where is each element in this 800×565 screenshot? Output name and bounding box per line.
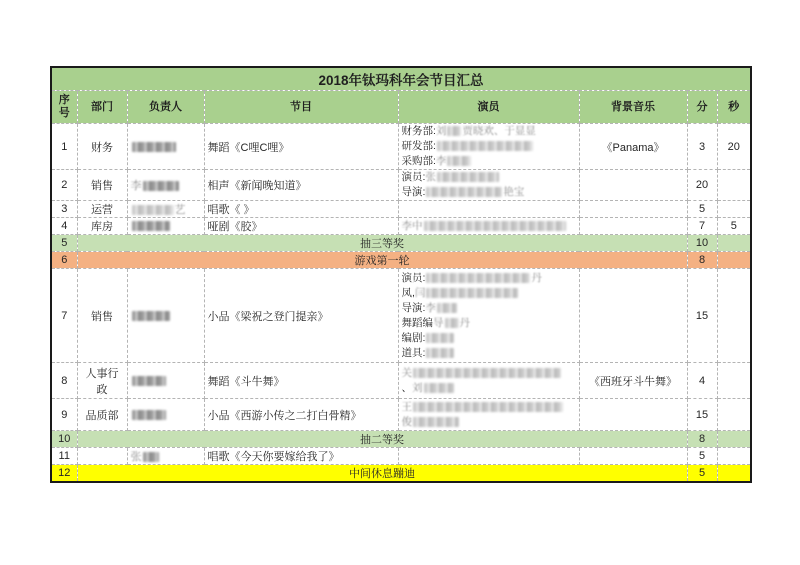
redacted-text (437, 172, 499, 182)
cell-no: 11 (51, 448, 77, 465)
cell-program: 哑剧《胶》 (204, 218, 398, 235)
cell-actors (398, 363, 579, 399)
cell-program: 舞蹈《斗牛舞》 (204, 363, 398, 399)
actor-label: 采购部: (401, 155, 436, 167)
actor-label: 道具: (401, 346, 426, 359)
cell-music (579, 170, 687, 201)
cell-actors (398, 201, 579, 218)
cell-dept: 销售 (77, 269, 127, 363)
cell-program: 唱歌《今天你要嫁给我了》 (204, 448, 398, 465)
redacted-text (143, 181, 179, 191)
cell-no: 5 (51, 235, 77, 252)
redacted-text (132, 376, 166, 386)
cell-sec (717, 170, 751, 201)
redacted-text (132, 221, 170, 231)
cell-sec (717, 252, 751, 269)
blurred-text: 张 (425, 171, 436, 183)
actor-label: 舞蹈编 (401, 316, 433, 329)
cell-owner (127, 218, 204, 235)
cell-sec (717, 465, 751, 483)
cell-program: 唱歌《 》 (204, 201, 398, 218)
redacted-text (447, 126, 461, 136)
cell-owner (127, 399, 204, 431)
actor-label: 导演: (401, 301, 426, 314)
cell-program: 小品《梁祝之登门提亲》 (204, 269, 398, 363)
cell-merged-label: 抽三等奖 (77, 235, 687, 252)
cell-min: 20 (687, 170, 717, 201)
cell-dept (77, 448, 127, 465)
cell-music (579, 269, 687, 363)
col-header-sec: 秒 (717, 91, 751, 124)
redacted-text (437, 303, 457, 313)
cell-program: 小品《西游小传之二打白骨精》 (204, 399, 398, 431)
cell-dept: 人事行政 (77, 363, 127, 399)
cell-dept: 运营 (77, 201, 127, 218)
redacted-text (143, 452, 159, 462)
col-header-program: 节目 (204, 91, 398, 124)
cell-program: 舞蹈《C哩C哩》 (204, 124, 398, 170)
blurred-text: 刘 (435, 125, 447, 137)
blurred-text: 艳宝 (503, 186, 525, 198)
redacted-text (132, 311, 170, 321)
cell-program: 相声《新闻晚知道》 (204, 170, 398, 201)
cell-no: 4 (51, 218, 77, 235)
cell-no: 1 (51, 124, 77, 170)
cell-actors (398, 124, 579, 170)
redacted-text (437, 141, 533, 151)
cell-min: 5 (687, 448, 717, 465)
col-header-music: 背景音乐 (579, 91, 687, 124)
col-header-owner: 负责人 (127, 91, 204, 124)
cell-sec (717, 235, 751, 252)
cell-owner (127, 201, 204, 218)
redacted-text (426, 187, 502, 197)
redacted-text (132, 205, 174, 215)
cell-owner (127, 448, 204, 465)
spreadsheet-page (50, 66, 752, 483)
blurred-text: 李 (425, 301, 436, 314)
cell-min: 8 (687, 431, 717, 448)
cell-actors (398, 448, 579, 465)
cell-min: 3 (687, 124, 717, 170)
cell-sec: 5 (717, 218, 751, 235)
prize-row (51, 235, 751, 252)
page-title: 2018年钛玛科年会节目汇总 (51, 67, 751, 91)
cell-music (579, 201, 687, 218)
cell-no: 2 (51, 170, 77, 201)
table-row (51, 363, 751, 399)
program-table (50, 66, 752, 483)
cell-music (579, 218, 687, 235)
cell-owner (127, 269, 204, 363)
cell-no: 6 (51, 252, 77, 269)
blurred-text: 贾晓欢、于显显 (462, 125, 536, 137)
cell-actors (398, 399, 579, 431)
cell-sec (717, 448, 751, 465)
blurred-text: 李中 (401, 219, 423, 232)
col-header-min: 分 (687, 91, 717, 124)
cell-sec (717, 201, 751, 218)
redacted-text (426, 288, 518, 298)
redacted-text (447, 156, 471, 166)
table-row (51, 124, 751, 170)
cell-no: 12 (51, 465, 77, 483)
header-row (51, 91, 751, 124)
table-row (51, 170, 751, 201)
col-header-dept: 部门 (77, 91, 127, 124)
cell-no: 9 (51, 399, 77, 431)
table-row (51, 448, 751, 465)
cell-min: 15 (687, 399, 717, 431)
blurred-text: 俊 (401, 415, 412, 428)
cell-no: 10 (51, 431, 77, 448)
redacted-text (426, 273, 530, 283)
blurred-text: 张 (130, 451, 142, 463)
cell-music (579, 399, 687, 431)
redacted-text (424, 383, 454, 393)
actor-label: 凤, (401, 286, 415, 299)
redacted-text (426, 348, 454, 358)
cell-no: 7 (51, 269, 77, 363)
redacted-text (413, 402, 563, 412)
redacted-text (445, 318, 459, 328)
cell-min: 5 (687, 465, 717, 483)
blurred-text: 丹 (531, 271, 542, 284)
col-header-actors: 演员 (398, 91, 579, 124)
cell-sec (717, 363, 751, 399)
cell-min: 4 (687, 363, 717, 399)
cell-min: 8 (687, 252, 717, 269)
blurred-text: 关 (401, 366, 412, 379)
cell-sec (717, 431, 751, 448)
blurred-text: 王 (401, 400, 412, 413)
redacted-text (426, 333, 454, 343)
cell-actors (398, 170, 579, 201)
cell-no: 3 (51, 201, 77, 218)
cell-actors (398, 269, 579, 363)
actor-label: 演员: (401, 271, 426, 284)
break-row (51, 465, 751, 483)
cell-owner (127, 170, 204, 201)
cell-music: 《西班牙斗牛舞》 (579, 363, 687, 399)
cell-actors (398, 218, 579, 235)
actor-label: 导演: (401, 186, 426, 198)
game-row (51, 252, 751, 269)
table-row (51, 201, 751, 218)
cell-merged-label: 中间休息蹦迪 (77, 465, 687, 483)
cell-min: 7 (687, 218, 717, 235)
cell-sec (717, 399, 751, 431)
cell-no: 8 (51, 363, 77, 399)
redacted-text (132, 410, 166, 420)
blurred-text: 艺 (174, 204, 186, 216)
actor-label: 研发部: (401, 140, 436, 152)
blurred-text: 闫 (414, 286, 426, 299)
redacted-text (132, 142, 176, 152)
blurred-text: 李 (435, 155, 447, 167)
blurred-text: 刘 (412, 381, 423, 394)
cell-min: 5 (687, 201, 717, 218)
cell-sec: 20 (717, 124, 751, 170)
cell-music (579, 448, 687, 465)
blurred-text: 李 (130, 180, 142, 192)
cell-dept: 库房 (77, 218, 127, 235)
cell-music: 《Panama》 (579, 124, 687, 170)
cell-min: 10 (687, 235, 717, 252)
actor-label: 编剧: (401, 331, 426, 344)
redacted-text (424, 221, 566, 231)
cell-dept: 销售 (77, 170, 127, 201)
cell-sec (717, 269, 751, 363)
cell-owner (127, 124, 204, 170)
table-row (51, 399, 751, 431)
cell-owner (127, 363, 204, 399)
actor-label: 、 (401, 381, 412, 394)
blurred-text: 丹 (459, 316, 470, 329)
cell-dept: 品质部 (77, 399, 127, 431)
redacted-text (413, 417, 459, 427)
blurred-text: 导 (433, 316, 444, 329)
actor-label: 演员: (401, 171, 426, 183)
table-row (51, 67, 751, 91)
actor-label: 财务部: (401, 125, 436, 137)
col-header-no: 序号 (51, 91, 77, 124)
prize-row (51, 431, 751, 448)
cell-merged-label: 游戏第一轮 (77, 252, 687, 269)
cell-min: 15 (687, 269, 717, 363)
cell-merged-label: 抽二等奖 (77, 431, 687, 448)
redacted-text (413, 368, 561, 378)
table-row (51, 269, 751, 363)
cell-dept: 财务 (77, 124, 127, 170)
table-row (51, 218, 751, 235)
